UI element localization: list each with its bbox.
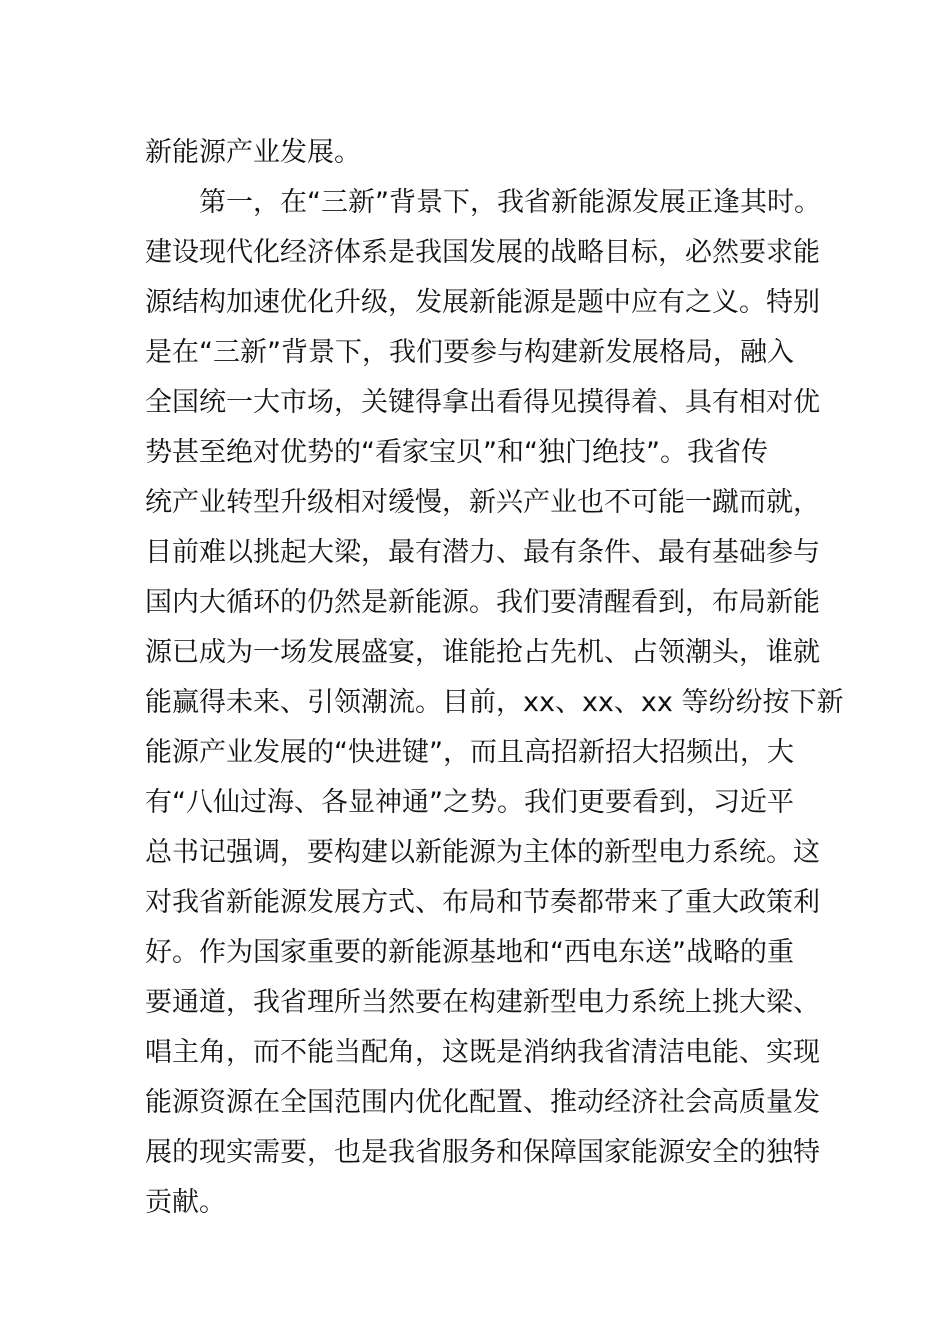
text-line-2: 第一，在“三新”背景下，我省新能源发展正逢其时。: [145, 187, 821, 218]
text-line-15: 总书记强调，要构建以新能源为主体的新型电力系统。这: [145, 837, 820, 868]
text-line-10: 国内大循环的仍然是新能源。我们要清醒看到，布局新能: [145, 587, 820, 618]
body-text: [145, 128, 845, 1228]
text-line-19: 唱主角，而不能当配角，这既是消纳我省清洁电能、实现: [145, 1037, 820, 1068]
text-line-9: 目前难以挑起大梁，最有潜力、最有条件、最有基础参与: [145, 537, 820, 568]
text-line-11: 源已成为一场发展盛宴，谁能抢占先机、占领潮头，谁就: [145, 637, 820, 668]
text-line-3: 建设现代化经济体系是我国发展的战略目标，必然要求能: [145, 237, 820, 268]
text-line-20: 能源资源在全国范围内优化配置、推动经济社会高质量发: [145, 1087, 820, 1118]
text-line-18: 要通道，我省理所当然要在构建新型电力系统上挑大梁、: [145, 987, 820, 1018]
text-line-6: 全国统一大市场，关键得拿出看得见摸得着、具有相对优: [145, 387, 820, 418]
text-line-5: 是在“三新”背景下，我们要参与构建新发展格局，融入: [145, 337, 794, 368]
text-line-13: 能源产业发展的“快进键”，而且高招新招大招频出，大: [145, 737, 794, 768]
text-line-14: 有“八仙过海、各显神通”之势。我们更要看到，习近平: [145, 787, 794, 818]
text-line-4: 源结构加速优化升级，发展新能源是题中应有之义。特别: [145, 287, 820, 318]
text-line-17: 好。作为国家重要的新能源基地和“西电东送”战略的重: [145, 937, 794, 968]
text-line-22: 贡献。: [145, 1187, 226, 1218]
text-line-16: 对我省新能源发展方式、布局和节奏都带来了重大政策利: [145, 887, 820, 918]
text-line-1: 新能源产业发展。: [145, 137, 361, 168]
text-line-8: 统产业转型升级相对缓慢，新兴产业也不可能一蹴而就，: [145, 487, 820, 518]
text-line-21: 展的现实需要，也是我省服务和保障国家能源安全的独特: [145, 1137, 820, 1168]
text-line-12: 能赢得未来、引领潮流。目前，xx、xx、xx 等纷纷按下新: [145, 687, 844, 718]
text-line-7: 势甚至绝对优势的“看家宝贝”和“独门绝技”。我省传: [145, 437, 768, 468]
